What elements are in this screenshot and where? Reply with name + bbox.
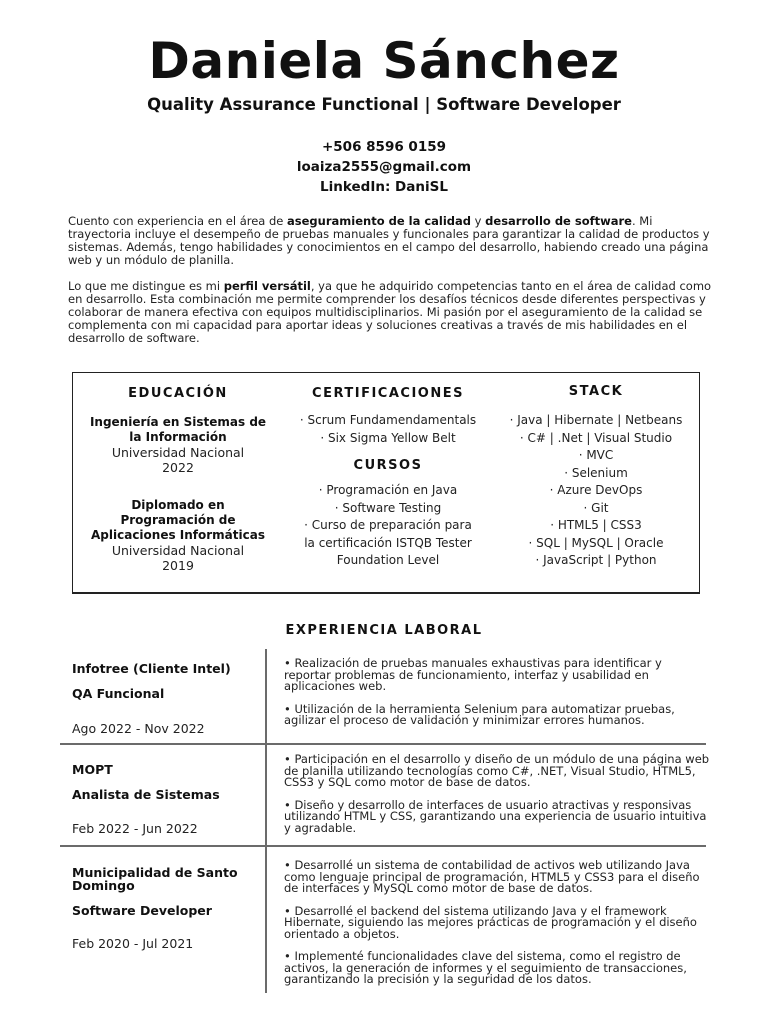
stack-item: · Git (583, 500, 609, 515)
stack-list (493, 412, 699, 570)
candidate-name: Daniela Sánchez (148, 32, 620, 90)
company-name: Municipalidad de Santo Domingo (72, 865, 238, 893)
company-name: MOPT (72, 762, 113, 777)
certification-item: · Scrum Fundamendamentals (299, 413, 477, 427)
job-dates: Feb 2022 - Jun 2022 (72, 821, 198, 836)
course-item: · Software Testing (334, 500, 442, 515)
timeline-divider (265, 649, 267, 993)
education-column (73, 373, 283, 573)
stack-item: · SQL | MySQL | Oracle (528, 535, 664, 550)
school-name: Universidad Nacional (111, 543, 245, 558)
graduation-year: 2019 (162, 558, 194, 573)
job-bullet: • Desarrollé un sistema de contabilidad de activos web utilizando Java como lenguaje principal de programación, HTML5 y CSS3 para el diseño de interfaces y MySQL como motor de base de datos. (284, 858, 700, 895)
stack-heading: STACK (568, 384, 624, 399)
course-item: · Curso de preparación para la certificación ISTQB Tester Foundation Level (304, 518, 472, 567)
education-item (73, 498, 283, 573)
job-description (284, 658, 712, 738)
email-address: loaiza2555@gmail.com (296, 159, 472, 175)
job-bullet: • Implementé funcionalidades clave del sistema, como el registro de activos, la generación de informes y el seguimiento de transacciones, garantizando la precisión y la seguridad de los datos. (284, 949, 687, 986)
job-title: Quality Assurance Functional | Software Developer (147, 95, 621, 114)
company-name: Infotree (Cliente Intel) (72, 661, 231, 676)
job-separator (60, 845, 706, 847)
summary-text: . Mi trayectoria incluye el desempeño de pruebas manuales y funcionales para garantizar la calidad de productos y sistemas. Además, tengo habilidades y conocimientos en el campo del desarrollo, habiendo creado una página web y un módulo de planilla. (68, 214, 710, 267)
job-dates: Ago 2022 - Nov 2022 (72, 721, 205, 736)
school-name: Universidad Nacional (111, 445, 245, 460)
stack-item: · Selenium (564, 465, 628, 480)
job-separator (60, 743, 706, 745)
degree-title: Diplomado en Programación de Aplicaciones Informáticas (91, 498, 265, 542)
job-description (284, 860, 712, 997)
stack-item: · HTML5 | CSS3 (550, 518, 642, 532)
certification-item: · Six Sigma Yellow Belt (320, 430, 456, 445)
job-entry (72, 866, 258, 956)
summary-text: y (471, 214, 486, 228)
summary-text: Cuento con experiencia en el área de (68, 214, 288, 228)
stack-item: · Java | Hibernate | Netbeans (509, 413, 683, 427)
summary-paragraph-1 (68, 215, 718, 267)
summary-text: Lo que me distingue es mi (68, 279, 224, 293)
experience-heading: EXPERIENCIA LABORAL (285, 623, 483, 638)
profile-summary (68, 215, 718, 358)
course-item: · Programación en Java (318, 483, 458, 497)
stack-item: · MVC (578, 448, 614, 462)
job-bullet: • Diseño y desarrollo de interfaces de usuario atractivas y responsivas utilizando HTML y CSS, garantizando una experiencia de usuario intuitiva y agradable. (284, 797, 707, 835)
job-role: QA Funcional (72, 686, 165, 701)
stack-item: · JavaScript | Python (535, 553, 657, 567)
job-bullet: • Participación en el desarrollo y diseño de un módulo de una página web de planilla utilizando tecnologías como C#, .NET, Visual Studio, HTML5, CSS3 y SQL como motor de base de datos. (284, 752, 710, 789)
certifications-column (283, 373, 493, 570)
job-bullet: • Realización de pruebas manuales exhaustivas para identificar y reportar problemas de funcionamiento, interfaz y usabilidad en aplicaciones web. (284, 656, 662, 693)
education-item (73, 415, 283, 475)
stack-column (493, 373, 699, 570)
courses-heading: CURSOS (353, 458, 423, 473)
job-role: Analista de Sistemas (72, 787, 220, 802)
contact-block (0, 137, 768, 197)
education-heading: EDUCACIÓN (128, 386, 228, 401)
job-entry (72, 662, 258, 742)
degree-title: Ingeniería en Sistemas de la Información (89, 415, 267, 444)
courses-list (283, 482, 493, 570)
certifications-list (283, 412, 493, 447)
phone-number: +506 8596 0159 (321, 139, 447, 155)
summary-highlight: perfil versátil (223, 279, 311, 293)
graduation-year: 2022 (162, 460, 194, 475)
job-role: Software Developer (72, 903, 212, 918)
job-bullet: • Utilización de la herramienta Selenium para automatizar pruebas, agilizar el proceso de validación y minimizar errores humanos. (284, 701, 675, 727)
job-description (284, 754, 712, 845)
summary-highlight: aseguramiento de la calidad (287, 214, 472, 228)
job-bullet: • Desarrollé el backend del sistema utilizando Java y el framework Hibernate, siguiendo las mejores prácticas de programación y el diseño orientado a objetos. (284, 903, 697, 941)
stack-item: · C# | .Net | Visual Studio (519, 430, 673, 445)
certifications-heading: CERTIFICACIONES (312, 386, 464, 401)
linkedin-handle: LinkedIn: DaniSL (320, 179, 448, 195)
job-dates: Feb 2020 - Jul 2021 (72, 936, 194, 951)
stack-item: · Azure DevOps (549, 483, 643, 497)
summary-highlight: desarrollo de software (485, 214, 632, 228)
summary-text: , ya que he adquirido competencias tanto en el área de calidad como en desarrollo. Esta combinación me permite comprender los desafíos técnicos desde diferentes perspectivas y colaborar de manera efectiva con equipos multidisciplinarios. Mi pasión por el aseguramiento de la calidad se complementa con mi capacidad para aportar ideas y soluciones creativas a través de mis habilidades en el desarrollo de software. (68, 279, 712, 345)
job-entry (72, 763, 258, 843)
skills-box (72, 372, 700, 594)
summary-paragraph-2 (68, 280, 718, 345)
